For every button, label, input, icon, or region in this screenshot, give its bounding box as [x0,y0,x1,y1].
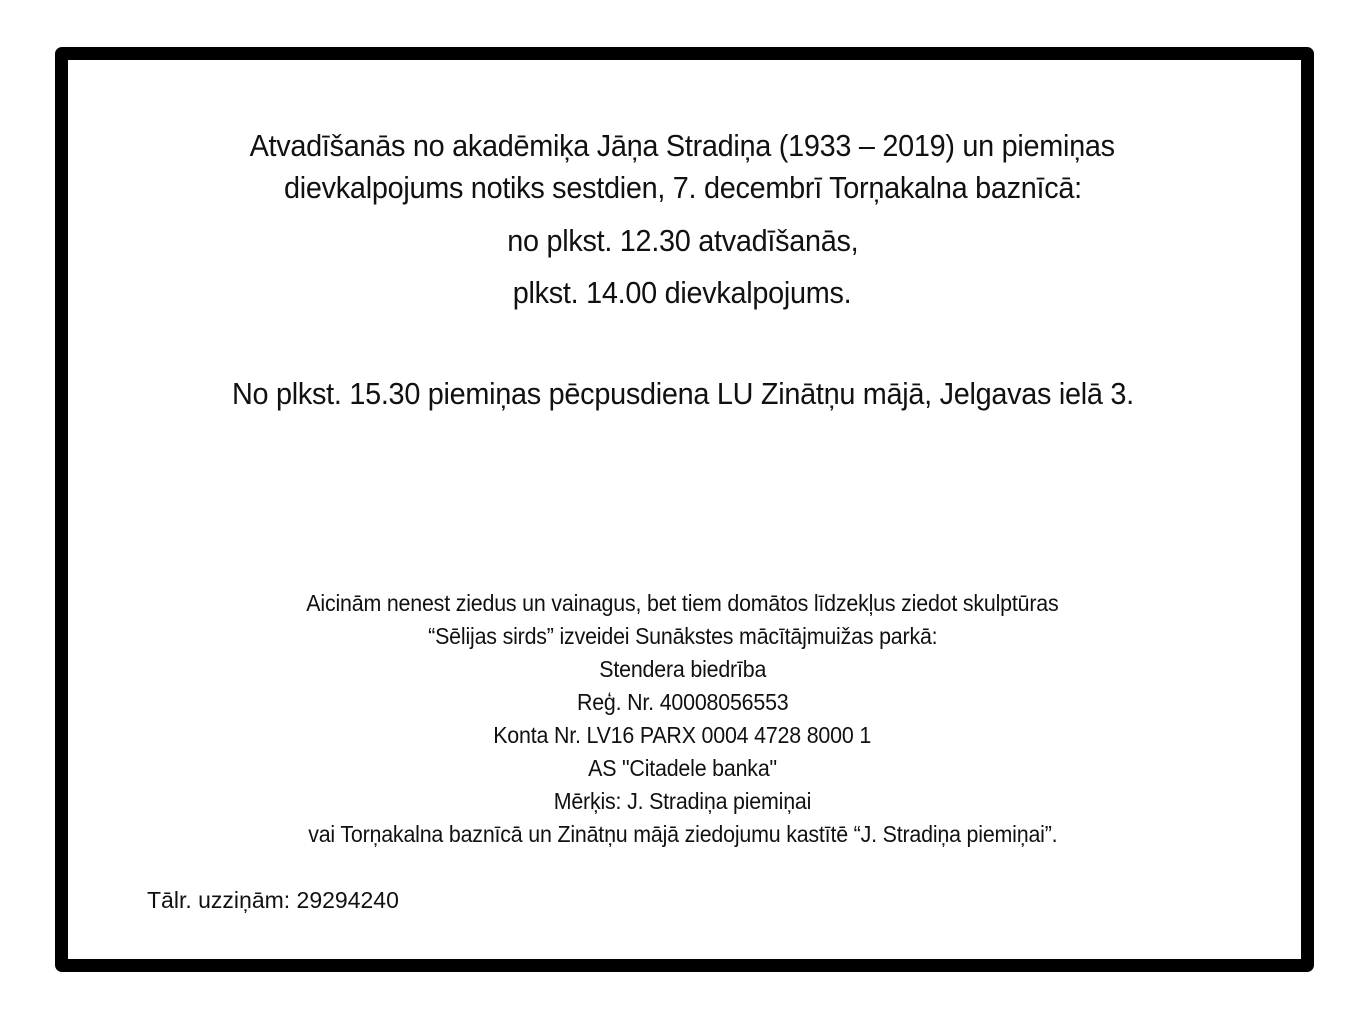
donation-alternative-text: vai Torņakalna baznīcā un Zinātņu mājā ziedojumu kastītē “J. Stradiņa piemiņai”. [307,821,1058,847]
donation-organization [0,653,1365,686]
donation-account-text: Konta Nr. LV16 PARX 0004 4728 8000 1 [493,722,872,748]
schedule-farewell [0,221,1365,261]
intro-line-1-text: Atvadīšanās no akadēmiķa Jāņa Stradiņa (1933 – 2019) un piemiņas [249,128,1116,163]
donation-registration-text: Reģ. Nr. 40008056553 [576,689,789,715]
intro-line-2 [0,168,1365,208]
donation-bank-text: AS "Citadele banka" [588,755,777,781]
donation-line-2 [0,620,1365,653]
donation-organization-text: Stendera biedrība [599,656,766,682]
donation-registration [0,686,1365,719]
schedule-service [0,273,1365,313]
donation-bank [0,752,1365,785]
schedule-service-text: plkst. 14.00 dievkalpojums. [513,275,852,310]
donation-line-2-text: “Sēlijas sirds” izveidei Sunākstes mācītājmuižas parkā: [427,623,938,649]
donation-purpose [0,785,1365,818]
donation-account [0,719,1365,752]
donation-line-1-text: Aicinām nenest ziedus un vainagus, bet tiem domātos līdzekļus ziedot skulptūras [306,590,1059,616]
intro-line-2-text: dievkalpojums notiks sestdien, 7. decembrī Torņakalna baznīcā: [283,170,1082,205]
memorial-afternoon [0,374,1365,414]
schedule-farewell-text: no plkst. 12.30 atvadīšanās, [506,223,859,258]
memorial-afternoon-text: No plkst. 15.30 piemiņas pēcpusdiena LU Zinātņu mājā, Jelgavas ielā 3. [231,376,1134,411]
donation-alternative [0,818,1365,851]
donation-line-1 [0,587,1365,620]
contact-phone: Tālr. uzziņām: 29294240 [147,887,399,913]
donation-purpose-text: Mērķis: J. Stradiņa piemiņai [553,788,812,814]
intro-line-1 [0,126,1365,166]
